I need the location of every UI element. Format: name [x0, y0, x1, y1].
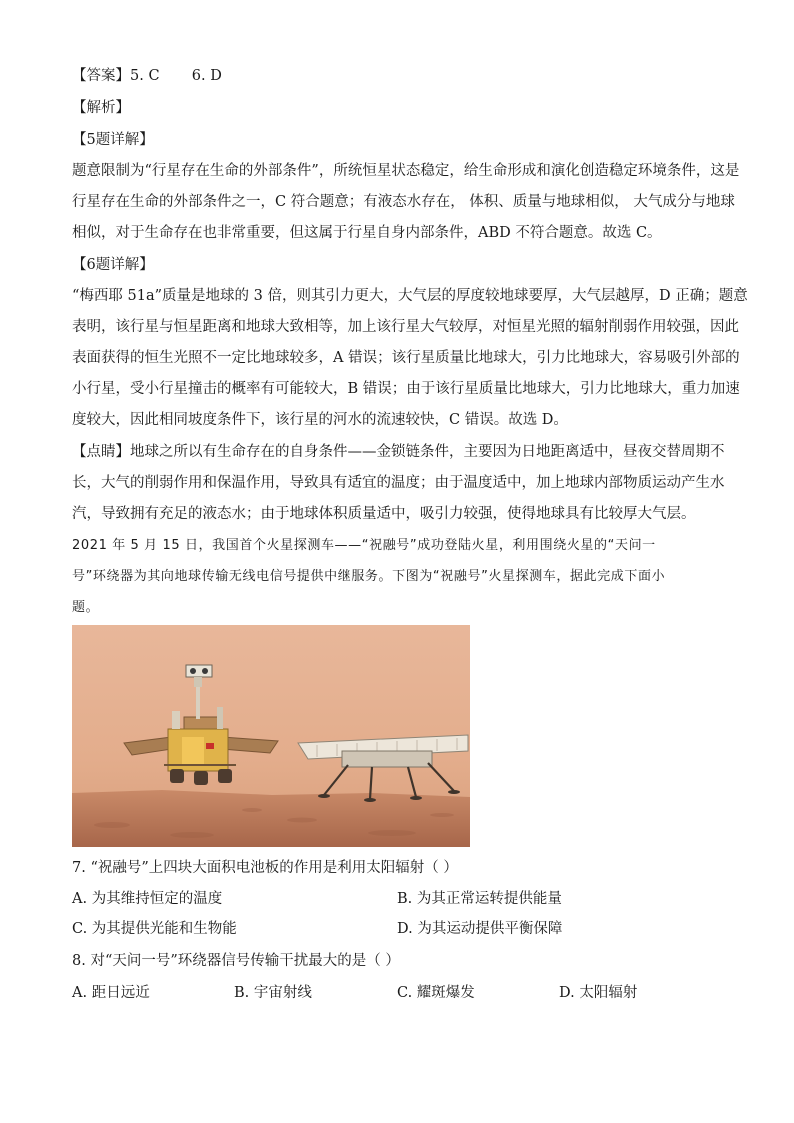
q6-line: 度较大，因此相同坡度条件下，该行星的河水的流速较快，C 错误。故选 D。: [72, 412, 568, 428]
q6-line: “梅西耶 51a”质量是地球的 3 倍，则其引力更大，大气层的厚度较地球要厚，大气层越厚，D 正确；题意: [72, 288, 748, 304]
answer-text: 5. C 6. D: [130, 68, 222, 84]
q5-line: 题意限制为“行星存在生命的外部条件”，所统恒星状态稳定，给生命形成和演化创造稳定环境条件，这是: [72, 163, 740, 179]
passage-line: 2021 年 5 月 15 日，我国首个火星探测车——“祝融号”成功登陆火星，利用围绕火星的“天问一: [72, 538, 656, 553]
tip-line: [72, 442, 725, 462]
q5-heading: 【5题详解】: [72, 132, 154, 148]
q8-option-d: D. 太阳辐射: [559, 985, 638, 1001]
q6-line: 表明，该行星与恒星距离和地球大致相等，加上该行星大气较厚，对恒星光照的辐射削弱作用较强，因此: [72, 319, 739, 335]
answer-tag: 【答案】: [72, 68, 130, 84]
q8-option-c: C. 耀斑爆发: [397, 985, 475, 1001]
passage-line: 号”环绕器为其向地球传输无线电信号提供中继服务。下图为“祝融号”火星探测车，据此完成下面小: [72, 569, 666, 584]
q7-option-a: A. 为其维持恒定的温度: [72, 891, 223, 907]
q8-stem: 8. 对“天问一号”环绕器信号传输干扰最大的是（ ）: [72, 953, 400, 969]
mars-rover-photo: [72, 625, 470, 847]
q6-line: 小行星，受小行星撞击的概率有可能较大，B 错误；由于该行星质量比地球大，引力比地球大，重力加速: [72, 381, 740, 397]
q7-option-d: D. 为其运动提供平衡保障: [397, 921, 563, 937]
q8-option-b: B. 宇宙射线: [234, 985, 312, 1001]
analysis-tag: 【解析】: [72, 100, 130, 116]
tip-text: 地球之所以有生命存在的自身条件——金锁链条件，主要因为日地距离适中，昼夜交替周期不: [130, 444, 725, 460]
q6-heading: 【6题详解】: [72, 257, 154, 273]
q7-stem: 7. “祝融号”上四块大面积电池板的作用是利用太阳辐射（ ）: [72, 860, 458, 876]
q7-option-c: C. 为其提供光能和生物能: [72, 921, 237, 937]
q5-line: 相似，对于生命存在也非常重要，但这属于行星自身内部条件，ABD 不符合题意。故选 C。: [72, 225, 662, 241]
passage-line: 题。: [72, 600, 100, 615]
q8-option-a: A. 距日远近: [72, 985, 150, 1001]
q6-line: 表面获得的恒生光照不一定比地球较多，A 错误；该行星质量比地球大，引力比地球大，容易吸引外部的: [72, 350, 740, 366]
tip-tag: 【点睛】: [72, 444, 130, 460]
q5-line: 行星存在生命的外部条件之一，C 符合题意；有液态水存在， 体积、质量与地球相似， 大气成分与地球: [72, 194, 735, 210]
tip-line: 汽，导致拥有充足的液态水；由于地球体积质量适中，吸引力较强，使得地球具有比较厚大气层。: [72, 506, 696, 522]
answer-line: [72, 66, 722, 86]
analysis-heading: [72, 98, 722, 118]
tip-line: 长，大气的削弱作用和保温作用，导致具有适宜的温度；由于温度适中，加上地球内部物质运动产生水: [72, 475, 725, 491]
q7-option-b: B. 为其正常运转提供能量: [397, 891, 562, 907]
